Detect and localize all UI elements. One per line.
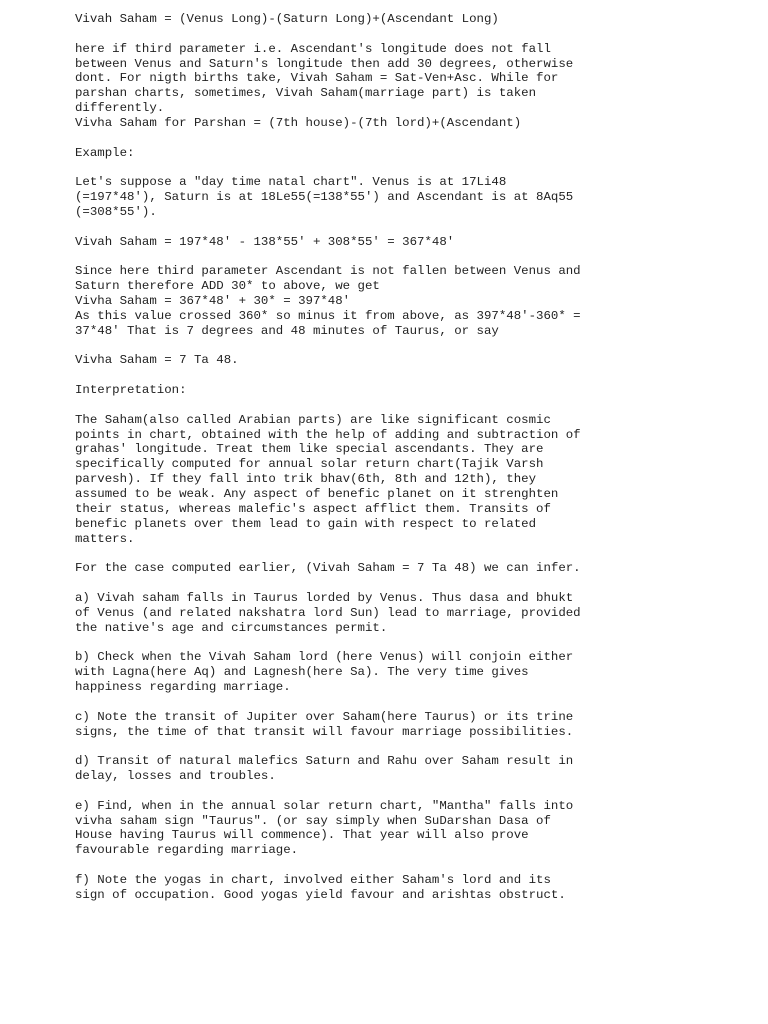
paragraph	[75, 353, 755, 368]
text-line: grahas' longitude. Treat them like special ascendants. They are	[75, 442, 544, 457]
paragraph	[75, 12, 755, 27]
text-line: Vivah Saham = (Venus Long)-(Saturn Long)+(Ascendant Long)	[75, 12, 499, 26]
text-line: vivha saham sign "Taurus". (or say simply when SuDarshan Dasa of	[75, 813, 551, 828]
paragraph	[75, 650, 755, 695]
text-line: Let's suppose a "day time natal chart". Venus is at 17Li48	[75, 175, 507, 190]
paragraph	[75, 754, 755, 784]
paragraph	[75, 799, 755, 858]
text-line: delay, losses and troubles.	[75, 769, 276, 784]
text-line: As this value crossed 360* so minus it from above, as 397*48'-360* =	[75, 308, 581, 323]
text-line: For the case computed earlier, (Vivah Saham = 7 Ta 48) we can infer.	[75, 561, 581, 576]
paragraph	[75, 591, 755, 636]
paragraph	[75, 873, 755, 903]
text-line: Vivha Saham = 367*48' + 30* = 397*48'	[75, 294, 351, 309]
paragraph	[75, 42, 755, 131]
text-line: here if third parameter i.e. Ascendant's longitude does not fall	[75, 41, 551, 56]
text-line: their status, whereas malefic's aspect afflict them. Transits of	[75, 501, 551, 516]
text-line: c) Note the transit of Jupiter over Saham(here Taurus) or its trine	[75, 709, 574, 724]
text-line: d) Transit of natural malefics Saturn and Rahu over Saham result in	[75, 754, 574, 769]
text-line: the native's age and circumstances permit.	[75, 620, 388, 635]
text-line: assumed to be weak. Any aspect of benefic planet on it strenghten	[75, 487, 559, 501]
text-line: matters.	[75, 531, 135, 546]
text-line: Saturn therefore ADD 30* to above, we get	[75, 279, 380, 294]
text-line: The Saham(also called Arabian parts) are like significant cosmic	[75, 412, 551, 427]
text-line: (=308*55').	[75, 204, 157, 219]
text-line: dont. For nigth births take, Vivah Saham = Sat-Ven+Asc. While for	[75, 71, 559, 86]
text-line: a) Vivah saham falls in Taurus lorded by Venus. Thus dasa and bhukt	[75, 590, 574, 605]
text-line: happiness regarding marriage.	[75, 679, 291, 694]
text-line: House having Taurus will commence). That year will also prove	[75, 828, 529, 843]
text-line: e) Find, when in the annual solar return chart, "Mantha" falls into	[75, 798, 574, 813]
text-line: 37*48' That is 7 degrees and 48 minutes of Taurus, or say	[75, 323, 499, 338]
text-line: sign of occupation. Good yogas yield favour and arishtas obstruct.	[75, 887, 566, 902]
text-line: parshan charts, sometimes, Vivah Saham(marriage part) is taken	[75, 86, 537, 101]
paragraph	[75, 264, 755, 338]
text-line: points in chart, obtained with the help of adding and subtraction of	[75, 427, 581, 442]
text-line: Vivha Saham = 7 Ta 48.	[75, 353, 239, 368]
text-line: with Lagna(here Aq) and Lagnesh(here Sa). The very time gives	[75, 665, 529, 680]
text-line: of Venus (and related nakshatra lord Sun) lead to marriage, provided	[75, 605, 581, 620]
paragraph	[75, 383, 755, 398]
text-line: f) Note the yogas in chart, involved either Saham's lord and its	[75, 872, 551, 887]
paragraph	[75, 146, 755, 161]
text-line: specifically computed for annual solar return chart(Tajik Varsh	[75, 457, 544, 472]
paragraph	[75, 710, 755, 740]
text-line: parvesh). If they fall into trik bhav(6th, 8th and 12th), they	[75, 472, 537, 487]
paragraph	[75, 235, 755, 250]
text-line: Vivha Saham for Parshan = (7th house)-(7th lord)+(Ascendant)	[75, 115, 522, 130]
text-line: (=197*48'), Saturn is at 18Le55(=138*55') and Ascendant is at 8Aq55	[75, 190, 574, 205]
text-line: Interpretation:	[75, 383, 187, 398]
paragraph	[75, 561, 755, 576]
text-line: b) Check when the Vivah Saham lord (here Venus) will conjoin either	[75, 650, 574, 665]
text-line: favourable regarding marriage.	[75, 843, 299, 858]
text-line: between Venus and Saturn's longitude then add 30 degrees, otherwise	[75, 56, 574, 71]
paragraph	[75, 175, 755, 220]
text-line: benefic planets over them lead to gain with respect to related	[75, 516, 537, 531]
text-line: Example:	[75, 145, 135, 160]
document-page	[75, 12, 755, 917]
text-line: Since here third parameter Ascendant is not fallen between Venus and	[75, 264, 581, 279]
text-line: signs, the time of that transit will favour marriage possibilities.	[75, 724, 574, 739]
text-line: Vivah Saham = 197*48' - 138*55' + 308*55' = 367*48'	[75, 234, 455, 249]
text-line: differently.	[75, 101, 165, 116]
paragraph	[75, 413, 755, 547]
